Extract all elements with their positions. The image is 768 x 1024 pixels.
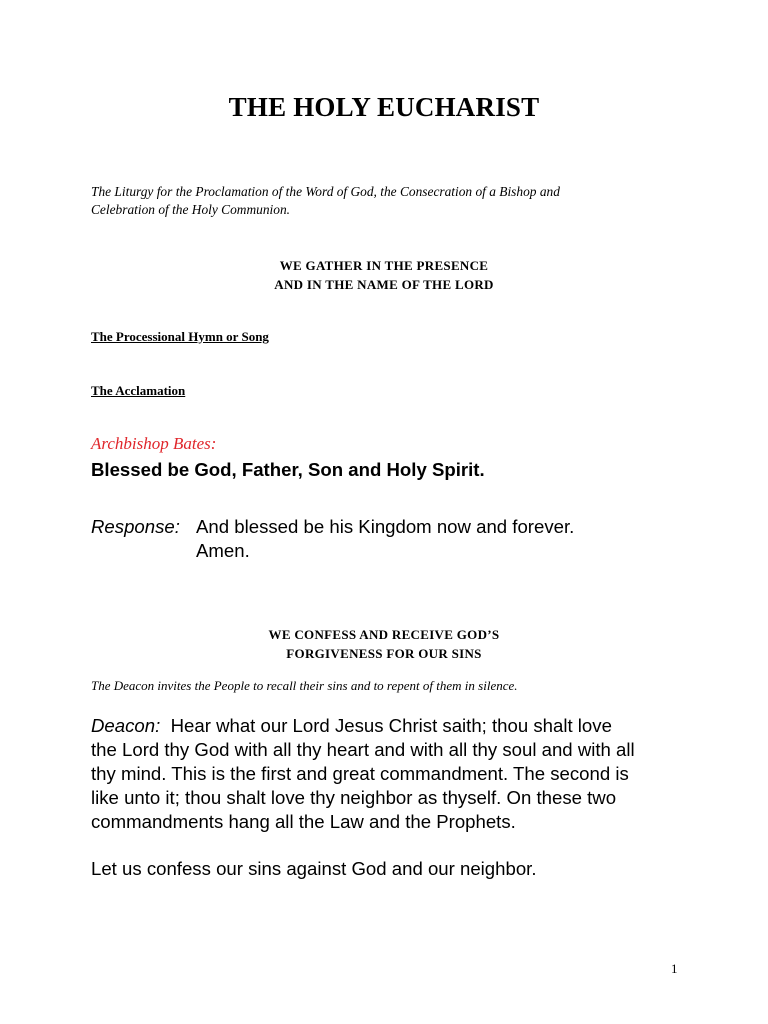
deacon-line-5: commandments hang all the Law and the Prophets. [91, 811, 516, 832]
deacon-line-1-text: Hear what our Lord Jesus Christ saith; thou shalt love [170, 715, 612, 736]
deacon-paragraph [91, 714, 691, 834]
page-title: THE HOLY EUCHARIST [228, 92, 540, 122]
intro-line-2: Celebration of the Holy Communion. [91, 202, 290, 217]
deacon-line-4: like unto it; thou shalt love thy neighbor as thyself. On these two [91, 787, 617, 808]
confession-invitation: Let us confess our sins against God and our neighbor. [91, 858, 537, 879]
response-line-1: And blessed be his Kingdom now and forever. [196, 516, 575, 537]
processional-heading: The Processional Hymn or Song [91, 329, 269, 344]
rubric-instruction: The Deacon invites the People to recall their sins and to repent of them in silence. [91, 678, 518, 693]
acclamation-heading: The Acclamation [91, 383, 186, 398]
archbishop-text: Blessed be God, Father, Son and Holy Spirit. [91, 459, 485, 480]
page-number: 1 [671, 961, 678, 976]
section-heading-gather-line-2: AND IN THE NAME OF THE LORD [274, 277, 494, 292]
intro-paragraph [91, 183, 651, 219]
intro-line-1: The Liturgy for the Proclamation of the Word of God, the Consecration of a Bishop and [91, 184, 560, 199]
response-text [196, 515, 574, 563]
response-label: Response: [91, 516, 180, 537]
section-heading-confess [0, 625, 768, 663]
deacon-line-1 [91, 714, 691, 738]
archbishop-label: Archbishop Bates: [91, 434, 217, 453]
section-heading-confess-line-2: FORGIVENESS FOR OUR SINS [286, 646, 482, 661]
response-line-2: Amen. [196, 540, 250, 561]
section-heading-gather [0, 256, 768, 294]
deacon-line-2: the Lord thy God with all thy heart and with all thy soul and with all [91, 739, 635, 760]
deacon-line-3: thy mind. This is the first and great commandment. The second is [91, 763, 629, 784]
deacon-label: Deacon: [91, 715, 161, 736]
section-heading-confess-line-1: WE CONFESS AND RECEIVE GOD’S [268, 627, 500, 642]
section-heading-gather-line-1: WE GATHER IN THE PRESENCE [279, 258, 489, 273]
